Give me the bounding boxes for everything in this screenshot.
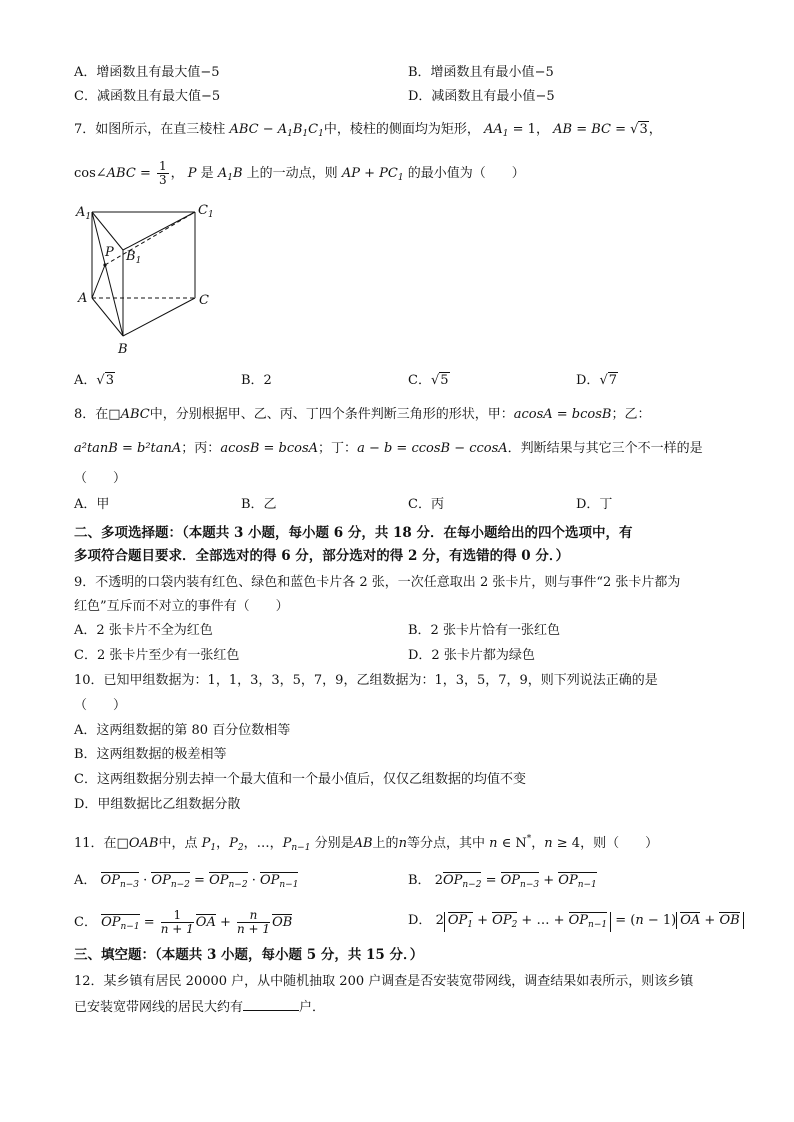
q10-option-a: A．这两组数据的第 80 百分位数相等	[74, 723, 291, 738]
label-b1: $B_1$	[126, 249, 142, 266]
q7-option-c: C．√5	[408, 373, 449, 388]
q11-option-d: D． 2 $OP_1 + OP_2$ + … + $OP_{n-1} = (n - 1)$ OA + OB	[408, 912, 744, 932]
q10-paren: （ ）	[74, 698, 127, 713]
q10-option-b: B．这两组数据的极差相等	[74, 747, 227, 762]
q12-stem-line2: 已安装宽带网线的居民大约有 户．	[74, 1000, 326, 1015]
prism-figure	[70, 198, 220, 360]
q12-answer-blank[interactable]	[243, 998, 299, 1011]
q7-option-a: A．√3	[74, 373, 114, 388]
q10-stem: 10．已知甲组数据为：1，1，3，3，5，7，9，乙组数据为：1，3，5，7，9，则下列说法正确的是	[74, 673, 658, 688]
fraction-one-third: $\frac{1}{3}$	[158, 159, 167, 187]
q7-option-b: B．2	[241, 373, 272, 388]
section3-heading: 三、填空题：（本题共 3 小题，每小题 5 分，共 15 分．）	[74, 947, 424, 963]
q9-option-c: C．2 张卡片至少有一张红色	[74, 648, 240, 663]
label-b: B	[118, 342, 128, 357]
q7-stem-line2: cos∠ABC = $\frac{1}{3}$ ， P 是 $A_1B$ 上的一动点，则 AP + $PC_1$ 的最小值为（ ）	[74, 159, 525, 187]
q8-option-d: D．丁	[576, 497, 613, 512]
q6-option-d: D．减函数且有最小值−5	[408, 89, 555, 104]
q6-option-b: B．增函数且有最小值−5	[408, 65, 554, 80]
q6-option-c: C．减函数且有最大值−5	[74, 89, 221, 104]
section2-heading-line1: 二、多项选择题：（本题共 3 小题，每小题 6 分，共 18 分．在每小题给出的四个选项中，有	[74, 525, 633, 541]
q11-option-c: C． $OP_{n-1}$ = $\frac{1}{n + 1}$ OA + $\frac{n}{n + 1}$ OB	[74, 908, 293, 936]
q9-option-d: D．2 张卡片都为绿色	[408, 648, 535, 663]
q11-stem: 11．在□OAB中，点 $P_1$，$P_2$，…，$P_{n-1}$ 分别是AB上的n等分点，其中 n ∈ N*，n ≥ 4，则（ ）	[74, 834, 659, 853]
section2-heading-line2: 多项符合题目要求．全部选对的得 6 分，部分选对的得 2 分，有选错的得 0 分．）	[74, 548, 570, 564]
prism-name: ABC − $A_1B_1C_1$	[229, 122, 324, 139]
q11-option-a: A． $OP_{n-3} \cdot OP_{n-2} = OP_{n-2} \cdot OP_{n-1}$	[74, 873, 299, 890]
q8-option-a: A．甲	[74, 497, 110, 512]
q8-option-c: C．丙	[408, 497, 444, 512]
q10-option-c: C．这两组数据分别去掉一个最大值和一个最小值后，仅仅乙组数据的均值不变	[74, 772, 526, 787]
q8-stem-line2: a²tanB = b²tanA；丙：acosB = bcosA；丁：a − b = ccosB − ccosA．判断结果与其它三个不一样的是	[74, 441, 703, 456]
label-p: P	[105, 245, 114, 260]
q9-stem-line1: 9．不透明的口袋内装有红色、绿色和蓝色卡片各 2 张，一次任意取出 2 张卡片，则与事件“2 张卡片都为	[74, 575, 681, 590]
label-a1: $A_1$	[76, 205, 92, 222]
q6-option-a: A．增函数且有最大值−5	[74, 65, 220, 80]
q9-stem-line2: 红色”互斥而不对立的事件有（ ）	[74, 599, 289, 614]
label-c1: $C_1$	[198, 203, 214, 220]
q9-option-a: A．2 张卡片不全为红色	[74, 623, 213, 638]
q12-stem-line1: 12．某乡镇有居民 20000 户，从中随机抽取 200 户调查是否安装宽带网线，调查结果如表所示，则该乡镇	[74, 974, 694, 989]
q8-option-b: B．乙	[241, 497, 277, 512]
label-a: A	[78, 291, 88, 306]
q8-stem-line1: 8．在□ABC中，分别根据甲、乙、丙、丁四个条件判断三角形的形状，甲：acosA = bcosB；乙：	[74, 407, 651, 422]
q7-stem-line1: 7．如图所示，在直三棱柱 ABC − $A_1B_1C_1$中，棱柱的侧面均为矩形， $AA_1 = 1$， AB = BC = √3，	[74, 122, 662, 139]
q7-option-d: D．√7	[576, 373, 618, 388]
q11-option-b: B． $2OP_{n-2} = OP_{n-3} + OP_{n-1}$	[408, 873, 597, 890]
q9-option-b: B．2 张卡片恰有一张红色	[408, 623, 560, 638]
label-c: C	[199, 293, 209, 308]
q8-paren: （ ）	[74, 471, 127, 486]
q10-option-d: D．甲组数据比乙组数据分散	[74, 797, 241, 812]
